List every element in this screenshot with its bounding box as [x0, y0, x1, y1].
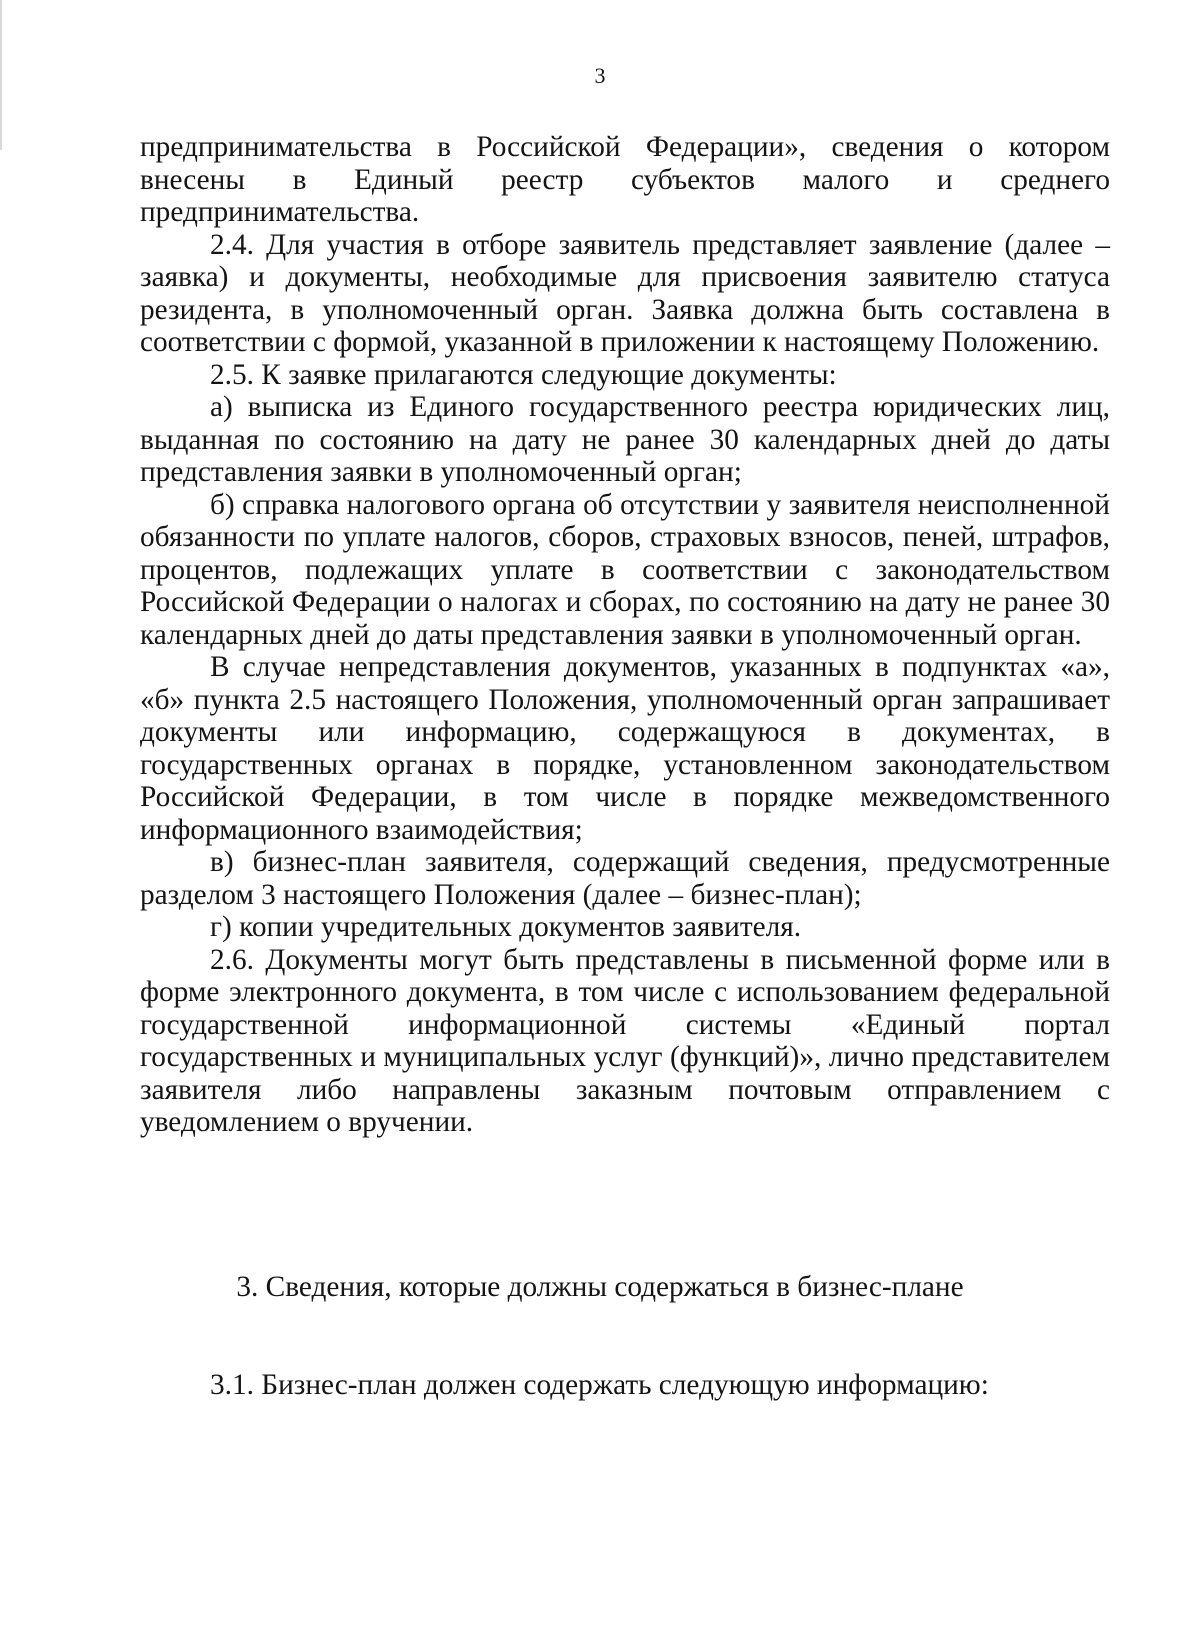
page-number: 3: [594, 63, 606, 88]
list-item-g: г) копии учредительных документов заявителя.: [210, 911, 802, 943]
list-item-a: а) выписка из Единого государственного реестра юридических лиц, выданная по состоянию на дату не ранее 30 календарных дней до даты представления заявки в уполномоченный орган;: [140, 391, 1110, 488]
list-item-v: в) бизнес-план заявителя, содержащий сведения, предусмотренные разделом 3 настоящего Положения (далее – бизнес-план);: [140, 846, 1110, 911]
body-text: [140, 131, 1110, 1139]
paragraph-2-5: 2.5. К заявке прилагаются следующие документы:: [210, 358, 837, 391]
list-item-b: б) справка налогового органа об отсутствии у заявителя неисполненной обязанности по уплате налогов, сборов, страховых взносов, пеней, штрафов, процентов, подлежащих уплате в соответствии с законодательством Российской Федерации о налогах и сборах, по состоянию на дату не ранее 30 календарных дней до даты представления заявки в уполномоченный орган.: [140, 488, 1110, 651]
paragraph-non-submission: В случае непредставления документов, указанных в подпунктах «а», «б» пункта 2.5 настоящего Положения, уполномоченный орган запрашивает документы или информацию, содержащуюся в документах, в государственных органах в порядке, установленном законодательством Российской Федерации, в том числе в порядке межведомственного информационного взаимодействия;: [140, 651, 1110, 846]
paragraph-2-6: 2.6. Документы могут быть представлены в письменной форме или в форме электронного документа, в том числе с использованием федеральной государственной информационной системы «Единый портал государственных и муниципальных услуг (функций)», лично представителем заявителя либо направлены заказным почтовым отправлением с уведомлением о вручении.: [140, 943, 1110, 1138]
paragraph-2-4: 2.4. Для участия в отборе заявитель представляет заявление (далее – заявка) и документы, необходимые для присвоения заявителю статуса резидента, в уполномоченный орган. Заявка должна быть составлена в соответствии с формой, указанной в приложении к настоящему Положению.: [140, 228, 1110, 358]
section-heading: 3. Сведения, которые должны содержаться в бизнес-плане: [236, 1271, 964, 1303]
paragraph-continuation: предпринимательства в Российской Федерации», сведения о котором внесены в Единый реестр субъектов малого и среднего предпринимательства.: [140, 131, 1110, 228]
subsection-3-1: 3.1. Бизнес-план должен содержать следующую информацию:: [210, 1369, 989, 1401]
